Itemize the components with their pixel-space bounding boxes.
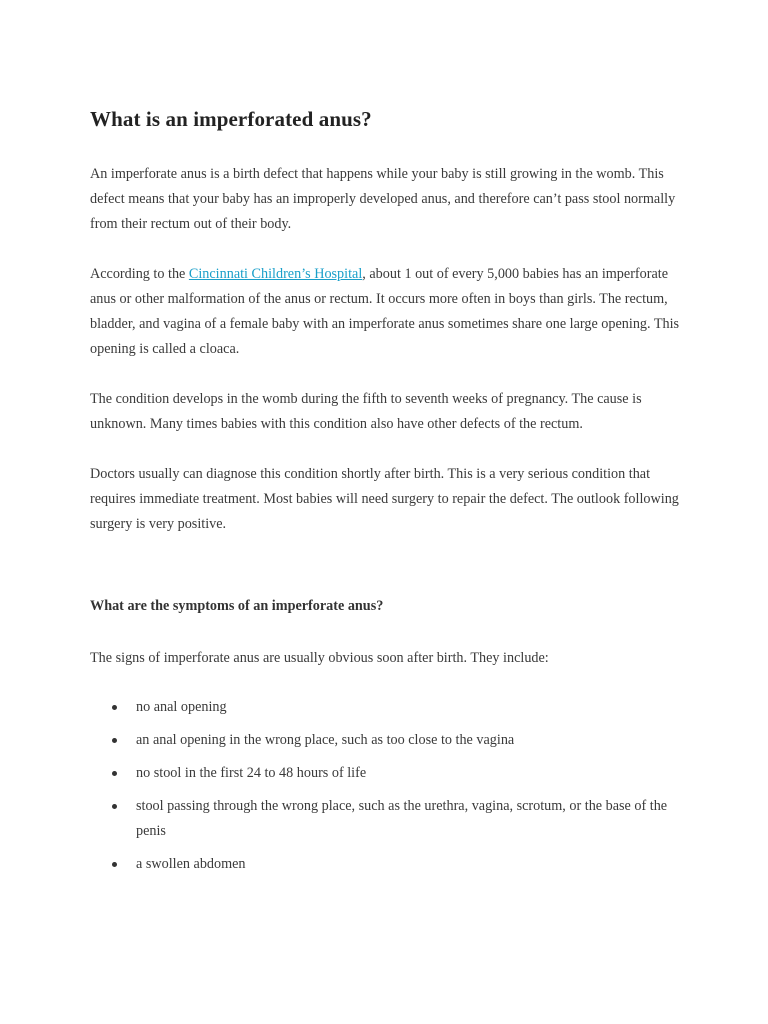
bullet-icon <box>112 862 117 867</box>
list-item <box>90 728 690 753</box>
bullet-icon <box>112 804 117 809</box>
statistics-text-after: , about 1 out of every 5,000 babies has an imperforate anus or other malformation of the anus or rectum. It occurs more often in boys than girls. The rectum, bladder, and vagina of a female baby with an imperforate anus sometimes share one large opening. This opening is called a cloaca. <box>90 266 680 357</box>
list-item-text: stool passing through the wrong place, such as the urethra, vagina, scrotum, or the base of the penis <box>136 798 668 839</box>
diagnosis-paragraph: Doctors usually can diagnose this condition shortly after birth. This is a very serious condition that requires immediate treatment. Most babies will need surgery to repair the defect. The outlook following surgery is very positive. <box>90 466 679 532</box>
list-item-text: an anal opening in the wrong place, such as too close to the vagina <box>136 732 515 748</box>
list-item-text: no stool in the first 24 to 48 hours of life <box>136 765 367 781</box>
symptoms-list <box>90 695 690 885</box>
statistics-paragraph <box>90 262 690 362</box>
list-item <box>90 852 690 877</box>
symptoms-subheading: What are the symptoms of an imperforate anus? <box>90 598 384 614</box>
list-item-text: a swollen abdomen <box>136 856 246 872</box>
cincinnati-hospital-link[interactable]: Cincinnati Children’s Hospital <box>188 266 363 282</box>
bullet-icon <box>112 705 117 710</box>
intro-paragraph: An imperforate anus is a birth defect that happens while your baby is still growing in the womb. This defect means that your baby has an improperly developed anus, and therefore can’t pass stool normally from their rectum out of their body. <box>90 166 676 232</box>
symptoms-intro-paragraph: The signs of imperforate anus are usually obvious soon after birth. They include: <box>90 650 549 666</box>
list-item-text: no anal opening <box>136 699 227 715</box>
development-paragraph: The condition develops in the womb during the fifth to seventh weeks of pregnancy. The cause is unknown. Many times babies with this condition also have other defects of the rectum. <box>90 391 642 432</box>
article-title: What is an imperforated anus? <box>90 107 372 131</box>
list-item <box>90 695 690 720</box>
list-item <box>90 794 690 844</box>
statistics-text-before: According to the <box>90 266 189 282</box>
bullet-icon <box>112 771 117 776</box>
list-item <box>90 761 690 786</box>
bullet-icon <box>112 738 117 743</box>
